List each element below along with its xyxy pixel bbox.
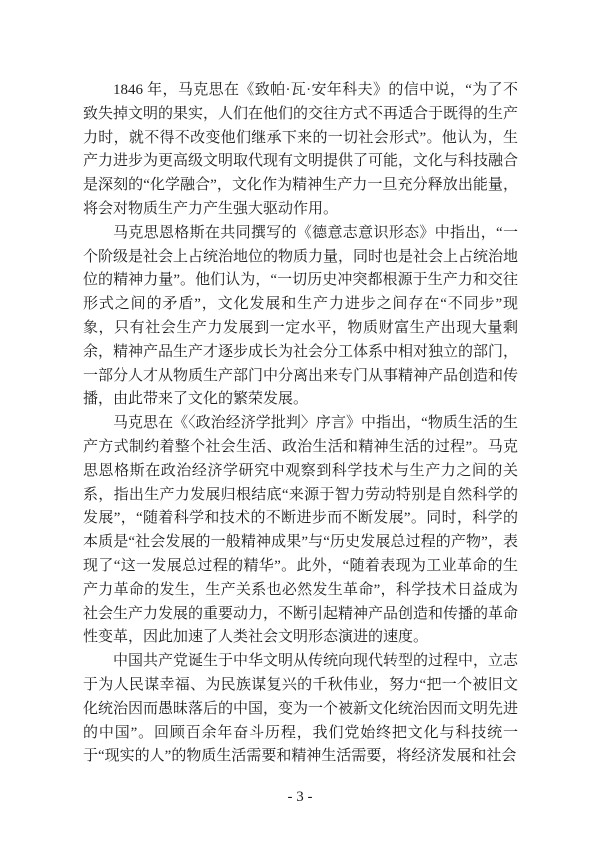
paragraph-1: 1846 年，马克思在《致帕·瓦·安年科夫》的信中说，“为了不致失掉文明的果实，人们在他们的交往方式不再适合于既得的生产力时，就不得不改变他们继承下来的一切社会形式”。他认为，生产力进步为更高级文明取代现有文明提供了可能，文化与科技融合是深刻的“化学融合”，文化作为精神生产力一旦充分释放出能量，将会对物质生产力产生强大驱动作用。 [83,82,519,217]
paragraph-3: 马克思在《〈政治经济学批判〉序言》中指出，“物质生活的生产方式制约着整个社会生活、政治生活和精神生活的过程”。马克思恩格斯在政治经济学研究中观察到科学技术与生产力之间的关系，指出生产力发展归根结底“来源于智力劳动特别是自然科学的发展”，“随着科学和技术的不断进步而不断发展”。同时，科学的本质是“社会发展的一般精神成果”与“历史发展总过程的产物”，表现了“这一发展总过程的精华”。此外，“随着表现为工业革命的生产力革命的发生，生产关系也必然发生革命”，科学技术日益成为社会生产力发展的重要动力，不断引起精神产品创造和传播的革命性变革，因此加速了人类社会文明形态演进的速度。 [83,415,519,646]
paragraph-2: 马克思恩格斯在共同撰写的《德意志意识形态》中指出，“一个阶级是社会上占统治地位的物质力量，同时也是社会上占统治地位的精神力量”。他们认为，“一切历史冲突都根源于生产力和交往形式之间的矛盾”，文化发展和生产力进步之间存在“不同步”现象，只有社会生产力发展到一定水平，物质财富生产出现大量剩余，精神产品生产才逐步成长为社会分工体系中相对独立的部门，一部分人才从物质生产部门中分离出来专门从事精神产品创造和传播，由此带来了文化的繁荣发展。 [83,224,519,408]
page-number: - 3 - [287,789,313,805]
paragraph-4: 中国共产党诞生于中华文明从传统向现代转型的过程中，立志于为人民谋幸福、为民族谋复兴的千秋伟业，努力“把一个被旧文化统治因而愚昧落后的中国，变为一个被新文化统治因而文明先进的中国”。回顾百余年奋斗历程，我们党始终把文化与科技统一于“现实的人”的物质生活需要和精神生活需要，将经济发展和社会 [83,653,519,765]
document-body [83,79,518,769]
